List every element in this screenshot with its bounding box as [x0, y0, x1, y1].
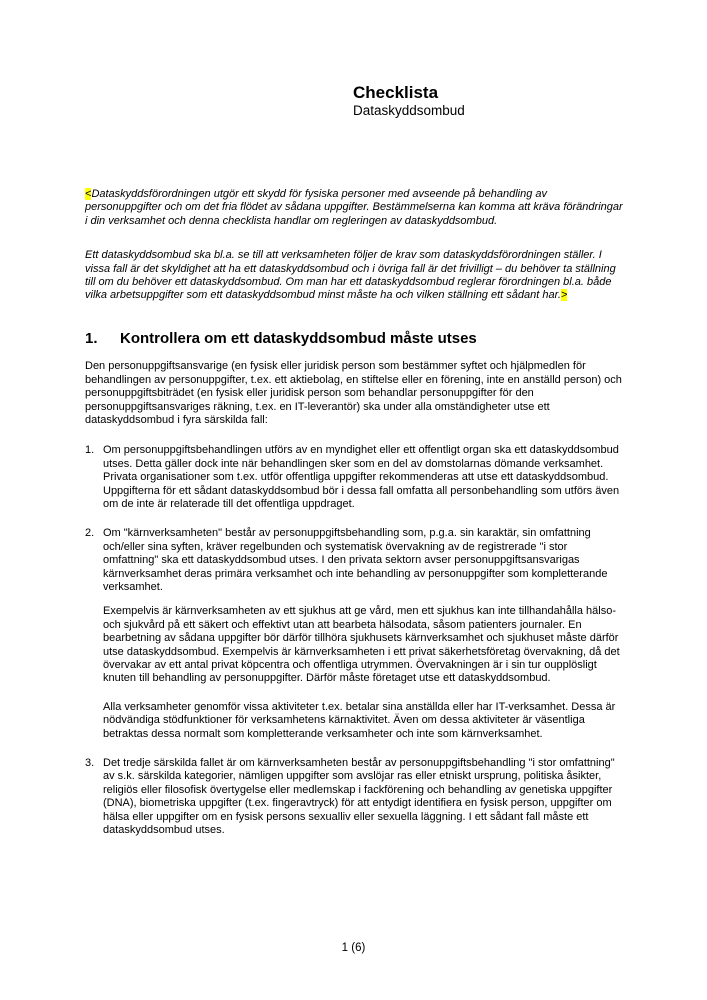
intro-paragraph-1 — [85, 188, 623, 228]
document-subtitle: Dataskyddsombud — [353, 103, 465, 118]
list-item-2-number: 2. — [85, 527, 95, 540]
section-1-heading — [85, 329, 623, 348]
highlight-open-mark: < — [85, 188, 92, 200]
list-item-3-number: 3. — [85, 757, 95, 770]
intro-paragraph-2-text: Ett dataskyddsombud ska bl.a. se till att verksamheten följer de krav som dataskyddsförordningen ställer. I vissa fall är det skyldighet att ha ett dataskyddsombud och i övriga fall är det frivilligt – du behöver ta ställning till om du behöver ett dataskyddsombud. Om man har ett dataskyddsombud reglerar förordningen bl.a. både vilka arbetsuppgifter som ett dataskyddsombud minst måste ha och vilken ställning ett sådant har. — [85, 249, 616, 302]
list-item-1-text: Om personuppgiftsbehandlingen utförs av en myndighet eller ett offentligt organ ska ett dataskyddsombud utses. Detta gäller dock inte när behandlingen sker som en del av domstolarnas dömande verksamhet. Privata organisationer som t.ex. utför offentliga uppgifter rekommenderas att utse ett dataskyddsombud. Uppgifterna för ett sådant dataskyddsombud bör i dessa fall omfatta all personbehandling som utförs även om de inte är relaterade till det offentliga uppdraget. — [103, 444, 620, 510]
section-1-number: 1. — [85, 329, 98, 347]
title-block — [353, 83, 623, 119]
highlight-close-mark: > — [560, 289, 568, 302]
list-item-2-subparagraph-1: Exempelvis är kärnverksamheten av ett sjukhus att ge vård, men ett sjukhus kan inte tillhandahålla hälso- och sjukvård på ett säkert och effektivt utan att bearbeta hälsodata, såsom patienters journaler. En bearbetning av sådana uppgifter bör därför tillhöra sjukhusets kärnverksamhet och sjukhuset måste därför utse dataskyddsombud. Exempelvis är kärnverksamheten i ett privat säkerhetsföretag övervakning, då det övervakar av ett antal privat köpcentra och offentliga utrymmen. Övervakningen är i sin tur oupplösligt knuten till behandling av personuppgifter. Därför måste företaget utse ett dataskyddsombud. — [103, 605, 620, 685]
section-1-heading-text: Kontrollera om ett dataskyddsombud måste utses — [120, 329, 477, 347]
intro-paragraph-1-text: Dataskyddsförordningen utgör ett skydd för fysiska personer med avseende på behandling av personuppgifter och om det fria flödet av sådana uppgifter. Bestämmelserna kan komma att kräva förändringar i din verksamhet och denna checklista handlar om regleringen av dataskyddsombud. — [85, 188, 623, 227]
list-item-3-text: Det tredje särskilda fallet är om kärnverksamheten består av personuppgiftsbehandling "i stor omfattning" av s.k. särskilda kategorier, nämligen uppgifter som avslöjar ras eller etniskt ursprung, politiska åsikter, religiös eller filosofisk övertygelse eller medlemskap i fackförening och behandling av genetiska uppgifter (DNA), biometriska uppgifter (t.ex. fingeravtryck) för att entydigt identifiera en fysisk person, uppgifter om hälsa eller uppgifter om en fysisk persons sexualliv eller sexuella läggning. I ett sådant fall måste ett dataskyddsombud utses. — [103, 757, 615, 837]
page-number: 1 (6) — [341, 942, 366, 954]
list-item-2-subparagraph-2: Alla verksamheter genomför vissa aktiviteter t.ex. betalar sina anställda eller har IT-verksamhet. Dessa är nödvändiga stödfunktioner för verksamhetens kärnaktivitet. Även om dessa aktiviteter är väsentliga betraktas dessa normalt som kompletterande verksamheter och inte som kärnverksamhet. — [103, 700, 616, 740]
list-item-1-number: 1. — [85, 444, 95, 457]
list-item-2-text: Om "kärnverksamheten" består av personuppgiftsbehandling som, p.g.a. sin karaktär, sin omfattning och/eller sina syften, kräver regelbunden och systematisk övervakning av de registrerade "i stor omfattning" ska ett dataskyddsombud utses. I den privata sektorn avser personuppgiftsansvarigas kärnverksamhet deras primära verksamhet och inte behandling av personuppgifter som kompletterande verksamhet. — [103, 527, 608, 593]
document-title: Checklista — [353, 83, 439, 102]
list-item-2-body — [103, 527, 623, 741]
numbered-list — [85, 444, 623, 837]
list-item-2 — [85, 527, 623, 741]
list-item-3 — [85, 757, 623, 837]
document-content — [85, 83, 623, 837]
intro-paragraph-2 — [85, 249, 623, 303]
section-1-lead-paragraph: Den personuppgiftsansvarige (en fysisk eller juridisk person som bestämmer syftet och hjälpmedlen för behandlingen av personuppgifter, t.ex. ett aktiebolag, en stiftelse eller en förening, inte en anställd person) och personuppgiftsbiträdet (en fysisk eller juridisk person som behandlar personuppgifter för den personuppgiftsansvariges räkning, t.ex. en IT-leverantör) ska under alla omständigheter utse ett dataskyddsombud i fyra särskilda fall: — [85, 360, 622, 426]
list-item-1 — [85, 444, 623, 511]
